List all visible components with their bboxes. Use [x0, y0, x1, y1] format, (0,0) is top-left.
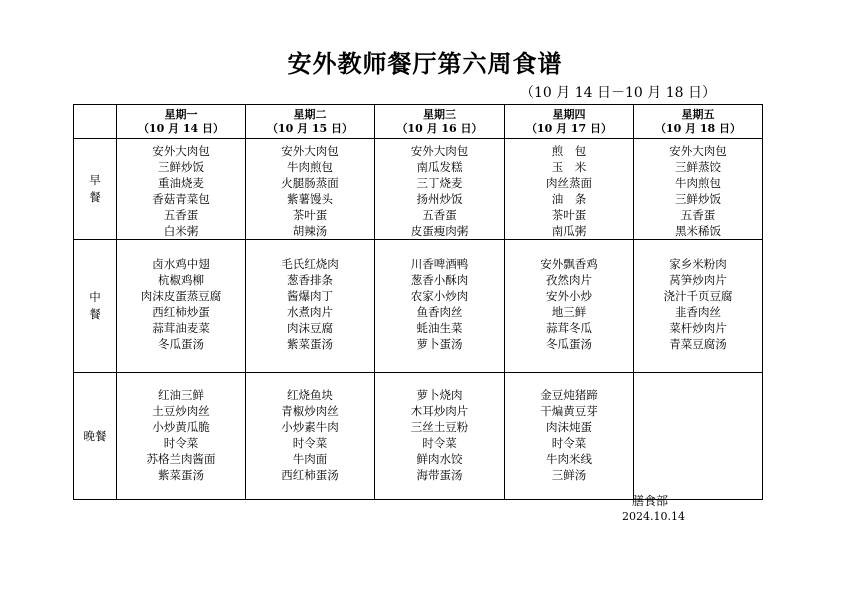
- dish-item: 香菇青菜包: [152, 192, 210, 206]
- breakfast-row: [74, 139, 763, 240]
- dish-item: 安外小炒: [546, 289, 592, 303]
- menu-cell: [505, 240, 634, 373]
- dish-item: 紫菜蛋汤: [158, 468, 204, 482]
- dish-item: 黑米稀饭: [675, 224, 721, 238]
- dish-item: 酱爆肉丁: [287, 289, 333, 303]
- dish-item: 安外飘香鸡: [540, 257, 598, 271]
- dish-item: 安外大肉包: [410, 144, 469, 158]
- menu-cell: [246, 240, 375, 373]
- day-name: 星期三: [423, 107, 456, 121]
- dish-item: 安外大肉包: [669, 144, 727, 158]
- dish-item: 五香蛋: [422, 208, 457, 222]
- dish-item: 紫薯馒头: [287, 192, 333, 206]
- day-date: （10 月 16 日）: [396, 121, 483, 135]
- dish-item: 五香蛋: [680, 208, 716, 222]
- dish-item: 鱼香肉丝: [416, 305, 463, 319]
- dish-item: 牛肉面: [292, 452, 328, 466]
- dish-item: 干煸黄豆芽: [540, 404, 598, 418]
- dish-item: 蒜茸油麦菜: [152, 321, 210, 335]
- dish-item: 韭香肉丝: [675, 305, 721, 319]
- menu-cell: [117, 139, 246, 240]
- dish-item: 地三鲜: [551, 305, 587, 319]
- dish-item: 玉 米: [551, 160, 587, 174]
- dish-item: 川香啤酒鸭: [410, 257, 469, 271]
- dish-item: 蚝油生菜: [416, 321, 463, 335]
- day-name: 星期一: [164, 107, 198, 121]
- dish-item: 扬州炒饭: [416, 192, 463, 206]
- dish-item: 青椒炒肉丝: [281, 404, 339, 418]
- dish-item: 牛肉煎包: [675, 176, 721, 190]
- day-header-fri: [634, 105, 763, 139]
- dish-item: 冬瓜蛋汤: [158, 337, 204, 351]
- menu-cell: [375, 373, 505, 500]
- dish-item: 红油三鲜: [158, 388, 204, 402]
- day-name: 星期二: [293, 107, 327, 121]
- dish-item: 紫菜蛋汤: [287, 337, 333, 351]
- dinner-row: [74, 373, 763, 500]
- dish-item: 红烧鱼块: [287, 388, 333, 402]
- meal-label-char: 餐: [89, 190, 101, 204]
- dish-item: 三丝土豆粉: [410, 420, 469, 434]
- dish-item: 肉沫炖蛋: [546, 420, 592, 434]
- dish-item: 杭椒鸡柳: [158, 273, 204, 287]
- dish-item: 白米粥: [163, 224, 199, 238]
- dish-item: 毛氏红烧肉: [281, 257, 339, 271]
- corner-cell: [74, 105, 117, 139]
- dish-item: 葱香小酥肉: [410, 273, 469, 287]
- menu-cell: [246, 373, 375, 500]
- meal-label-char: 中: [89, 290, 101, 304]
- dish-item: 水煮肉片: [287, 305, 333, 319]
- meal-label-char: 早: [89, 173, 101, 187]
- dish-item: 南瓜发糕: [416, 160, 463, 174]
- dish-item: 时令菜: [292, 436, 328, 450]
- meal-label-lunch: [74, 240, 117, 373]
- footer-date: 2024.10.14: [622, 510, 685, 523]
- dish-item: 小炒素牛肉: [281, 420, 339, 434]
- dish-item: 三丁烧麦: [416, 176, 463, 190]
- menu-cell: [375, 139, 505, 240]
- menu-cell: [117, 240, 246, 373]
- day-header-thu: [505, 105, 634, 139]
- dish-item: 五香蛋: [163, 208, 199, 222]
- dish-item: 时令菜: [551, 436, 587, 450]
- dish-item: 牛肉煎包: [287, 160, 333, 174]
- dish-item: 金豆炖猪蹄: [540, 388, 598, 402]
- dish-item: 茶叶蛋: [292, 208, 328, 222]
- dish-item: 莴笋炒肉片: [669, 273, 727, 287]
- day-header-tue: [246, 105, 375, 139]
- dish-item: 海带蛋汤: [416, 468, 463, 482]
- dish-item: 三鲜炒饭: [158, 160, 204, 174]
- dish-item: 西红柿蛋汤: [281, 468, 339, 482]
- dish-item: 油 条: [551, 192, 587, 206]
- dish-item: 南瓜粥: [551, 224, 587, 238]
- page-title: 安外教师餐厅第六周食谱: [287, 50, 563, 78]
- dish-item: 肉沫豆腐: [287, 321, 333, 335]
- dish-item: 茶叶蛋: [551, 208, 587, 222]
- day-date: （10 月 14 日）: [137, 121, 225, 135]
- dish-item: 安外大肉包: [152, 144, 210, 158]
- dish-item: 煎 包: [551, 144, 587, 158]
- dish-item: 安外大肉包: [281, 144, 339, 158]
- day-date: （10 月 18 日）: [654, 121, 742, 135]
- dish-item: 青菜豆腐汤: [669, 337, 727, 351]
- dish-item: 重油烧麦: [158, 176, 204, 190]
- dish-item: 卤水鸡中翅: [152, 257, 210, 271]
- meal-label-char: 餐: [89, 307, 101, 321]
- menu-cell: [246, 139, 375, 240]
- dish-item: 菜杆炒肉片: [669, 321, 727, 335]
- menu-cell: [505, 139, 634, 240]
- dish-item: 鲜肉水饺: [416, 452, 463, 466]
- day-header-wed: [375, 105, 505, 139]
- day-name: 星期四: [552, 107, 586, 121]
- day-name: 星期五: [681, 107, 715, 121]
- dish-item: 牛肉米线: [546, 452, 592, 466]
- dish-item: 苏格兰肉酱面: [146, 452, 216, 466]
- dish-item: 三鲜汤: [551, 468, 587, 482]
- dish-item: 三鲜炒饭: [675, 192, 721, 206]
- header-row: [74, 105, 763, 139]
- dish-item: 萝卜烧肉: [416, 388, 463, 402]
- meal-label-dinner: 晚餐: [74, 373, 117, 500]
- menu-cell: [375, 240, 505, 373]
- menu-cell: [505, 373, 634, 500]
- date-range: （10 月 14 日－10 月 18 日）: [520, 85, 716, 101]
- dish-item: 蒜茸冬瓜: [546, 321, 592, 335]
- dish-item: 时令菜: [422, 436, 457, 450]
- dish-item: 时令菜: [163, 436, 199, 450]
- menu-cell: [634, 240, 763, 373]
- footer-department: 膳食部: [632, 494, 669, 508]
- dish-item: 冬瓜蛋汤: [546, 337, 592, 351]
- dish-item: 孜然肉片: [546, 273, 592, 287]
- lunch-row: [74, 240, 763, 373]
- dish-item: 萝卜蛋汤: [416, 337, 463, 351]
- dish-item: 三鲜蒸饺: [675, 160, 721, 174]
- dish-item: 西红柿炒蛋: [152, 305, 210, 319]
- dish-item: 葱香排条: [287, 273, 333, 287]
- dish-item: 小炒黄瓜脆: [152, 420, 210, 434]
- meal-label-breakfast: [74, 139, 117, 240]
- menu-cell-empty: [634, 373, 763, 500]
- dish-item: 农家小炒肉: [410, 289, 469, 303]
- menu-cell: [634, 139, 763, 240]
- dish-item: 肉丝蒸面: [546, 176, 592, 190]
- dish-item: 木耳炒肉片: [410, 404, 469, 418]
- day-date: （10 月 15 日）: [266, 121, 354, 135]
- dish-item: 胡辣汤: [292, 224, 328, 238]
- menu-table: [73, 104, 763, 500]
- dish-item: 肉沫皮蛋蒸豆腐: [140, 289, 222, 303]
- dish-item: 皮蛋瘦肉粥: [410, 224, 469, 238]
- day-date: （10 月 17 日）: [525, 121, 613, 135]
- dish-item: 火腿肠蒸面: [281, 176, 339, 190]
- dish-item: 浇汁千页豆腐: [663, 289, 733, 303]
- dish-item: 土豆炒肉丝: [152, 404, 210, 418]
- menu-cell: [117, 373, 246, 500]
- dish-item: 家乡米粉肉: [669, 257, 727, 271]
- day-header-mon: [117, 105, 246, 139]
